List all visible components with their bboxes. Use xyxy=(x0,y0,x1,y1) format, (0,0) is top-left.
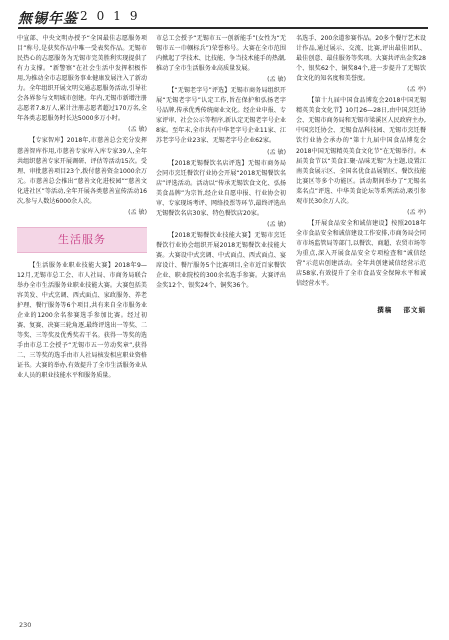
section-heading-box xyxy=(17,227,147,253)
paragraph: 名选手、200余道参赛作品。20多个餐厅艺术设计作品,通过展示、交流、比赛,评出最佳团队、最佳创意、最佳服务等奖项。大赛共评出金奖28个、银奖62个、铜奖84个,进一步提升了无锡饮食文化的知名度和美誉度。 xyxy=(296,35,426,83)
column-left xyxy=(17,34,147,382)
yearbook-title: 無锡年鉴 xyxy=(18,11,78,27)
author-note: (孟 敏) xyxy=(128,208,147,216)
paragraph: 【专家智库】2018年,市慈善总会充分发挥慈善智库作用,市慈善专家库入库专家39人,全年共组织慈善专家开展调研、评估等活动15次。受理、审批慈善项目23个,拨付慈善资金1000余万元。市慈善总会推出“慈善文化进校园”“慈善文化进社区”等活动,全年开展各类慈善宣传活动16次,参与人数达6000余人次。 xyxy=(17,137,147,205)
author-note: (孟 亭) xyxy=(407,208,426,216)
page-number: 230 xyxy=(19,621,32,629)
paragraph: 【生活服务业职业技能大赛】2018年9—12月,无锡市总工会、市人社局、市商务局联合举办全市生活服务业职业技能大赛。大赛包括美容美发、中式烹调、西式面点、家政服务、养老护理、餐厅服务等6个项目,共有来自全市服务业企业的1200余名参赛选手参加比赛。经过初赛、复赛、决赛三轮角逐,最终评选出一等奖、二等奖、三等奖及优秀奖若干名。获得一等奖的选手由市总工会授予“无锡市五一劳动奖章”,获得二、三等奖的选手由市人社局核发相应职业资格证书。大赛的举办,有效提升了全市生活服务业从业人员的职业技能水平和服务质量。 xyxy=(17,261,147,380)
author-note: (孟 敏) xyxy=(128,126,147,134)
byline-label: 撰稿 xyxy=(377,306,393,315)
paragraph: 【2018无锡餐饮业技能大赛】无锡市烹饪餐饮行业协会组织开展2018无锡餐饮业技能大赛。大赛设中式烹调、中式面点、西式面点、宴席设计、餐厅服务5个比赛项目,全市近百家餐饮企业、职业院校的300余名选手参赛。大赛评出金奖12个、银奖24个、铜奖36个。 xyxy=(156,231,286,290)
header-rule xyxy=(18,27,428,29)
paragraph: 市总工会授予“无锡市五一创新能手”(女性为“无锡市五一巾帼标兵”)荣誉称号。大赛在全市范围内掀起了学技术、比技能、争当技术能手的热潮,推动了全市生活服务业高质量发展。 xyxy=(156,35,286,73)
author-note: (孟 敏) xyxy=(267,148,286,156)
column-right xyxy=(296,34,426,315)
paragraph: 【“无锡老字号”评选】无锡市商务局组织开展“无锡老字号”认定工作,旨在保护和弘扬老字号品牌,传承优秀传统商业文化。经企业申报、专家评审、社会公示等程序,新认定无锡老字号企业8家。至年末,全市共有中华老字号企业11家、江苏老字号企业23家、无锡老字号企业62家。 xyxy=(156,87,286,145)
paragraph: 【第十九届中国食品博览会2018中国无锡精英美食文化节】10月26—28日,由中国烹饪协会、无锡市商务局和无锡市梁溪区人民政府主办,中国烹饪协会、无锡食品科技园、无锡市烹饪餐饮行业协会承办的“第十九届中国食品博览会2018中国无锡精英美食文化节”在无锡举行。本届美食节以“美食汇聚·品味无锡”为主题,设置江南美食展示区、全国名优食品展销区、餐饮技能比赛区等多个功能区。活动期间举办了“无锡名菜名点”评选、中华美食论坛等系列活动,吸引参观市民30余万人次。 xyxy=(296,97,426,205)
yearbook-year: 2019 xyxy=(80,9,147,23)
paragraph: 中宣部、中央文明办授予“全国最佳志愿服务项目”称号,是获奖作品中唯一受表奖作品。无锡市民热心的志愿服务为无锡市完美胜利实现提供了有力支撑。“新警察”在社会生活中发挥积极作用,为推动全市志愿服务事业健康发展注入了新动力。全年组织开展文明交通志愿服务活动,引导社会各界参与文明城市创建。年内,无锡市新增注册志愿者7.8万人,累计注册志愿者超过170万名,全年各类志愿服务时长达5000多万小时。 xyxy=(17,35,147,123)
author-note: (孟 敏) xyxy=(267,76,286,84)
author-note: (孟 亭) xyxy=(407,86,426,94)
section-heading: 生活服务 xyxy=(58,232,106,246)
column-middle xyxy=(156,34,286,292)
author-note: (孟 敏) xyxy=(267,220,286,228)
byline-name: 邵文娟 xyxy=(403,306,426,315)
byline xyxy=(296,305,426,315)
page-header xyxy=(18,8,438,26)
paragraph: 【2018无锡餐饮名店评选】无锡市商务局会同市烹饪餐饮行业协会开展“2018无锡餐饮名店”评选活动。活动以“传承无锡饮食文化、弘扬美食品牌”为宗旨,经企业自愿申报、行业协会初审、专家现场考评、网络投票等环节,最终评选出无锡餐饮名店30家、特色餐饮店20家。 xyxy=(156,159,286,217)
paragraph: 【开展食品安全和诚信建设】按照2018年全市食品安全和诚信建设工作安排,市商务局会同市市场监管局等部门,以餐饮、商超、农贸市场等为重点,深入开展食品安全专项检查和“诚信经营”示范店创建活动。全年共创建诚信经营示范店58家,有效提升了全市食品安全保障水平和诚信经营水平。 xyxy=(296,219,426,288)
